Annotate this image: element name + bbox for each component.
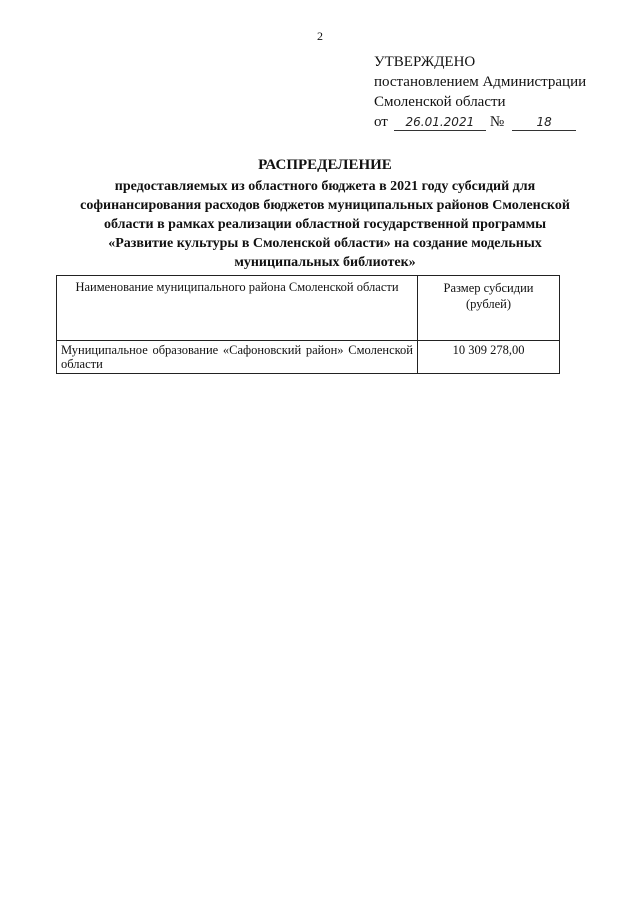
cell-district-name: Муниципальное образование «Сафоновский район» Смоленской области [57, 341, 418, 374]
handwritten-date: 26.01.2021 [394, 114, 486, 131]
table-header-row [57, 276, 560, 341]
table-row [57, 341, 560, 374]
document-subtitle [60, 177, 590, 272]
approval-date-row [374, 112, 614, 132]
page-number: 2 [317, 29, 323, 43]
subtitle-line: муниципальных библиотек» [234, 255, 416, 270]
subtitle-line: области в рамках реализации областной государственной программы [103, 217, 547, 232]
handwritten-number: 18 [512, 114, 576, 131]
approval-line-3: Смоленской области [374, 94, 506, 110]
cell-subsidy-amount: 10 309 278,00 [418, 341, 560, 374]
header-district-name: Наименование муниципального района Смоленской области [57, 276, 418, 341]
subtitle-line: «Развитие культуры в Смоленской области» на создание модельных [108, 236, 542, 251]
approval-line-2: постановлением Администрации [374, 74, 587, 90]
approval-line-1: УТВЕРЖДЕНО [374, 54, 476, 70]
subsidy-table [56, 275, 560, 374]
subtitle-line: софинансирования расходов бюджетов муниципальных районов Смоленской [80, 198, 570, 213]
date-prefix: от [374, 114, 388, 130]
document-title: РАСПРЕДЕЛЕНИЕ [258, 157, 392, 173]
number-prefix: № [489, 114, 505, 130]
subtitle-line: предоставляемых из областного бюджета в 2021 году субсидий для [114, 179, 536, 194]
approval-stamp [374, 52, 614, 132]
header-subsidy-amount: Размер субсидии (рублей) [418, 276, 560, 341]
